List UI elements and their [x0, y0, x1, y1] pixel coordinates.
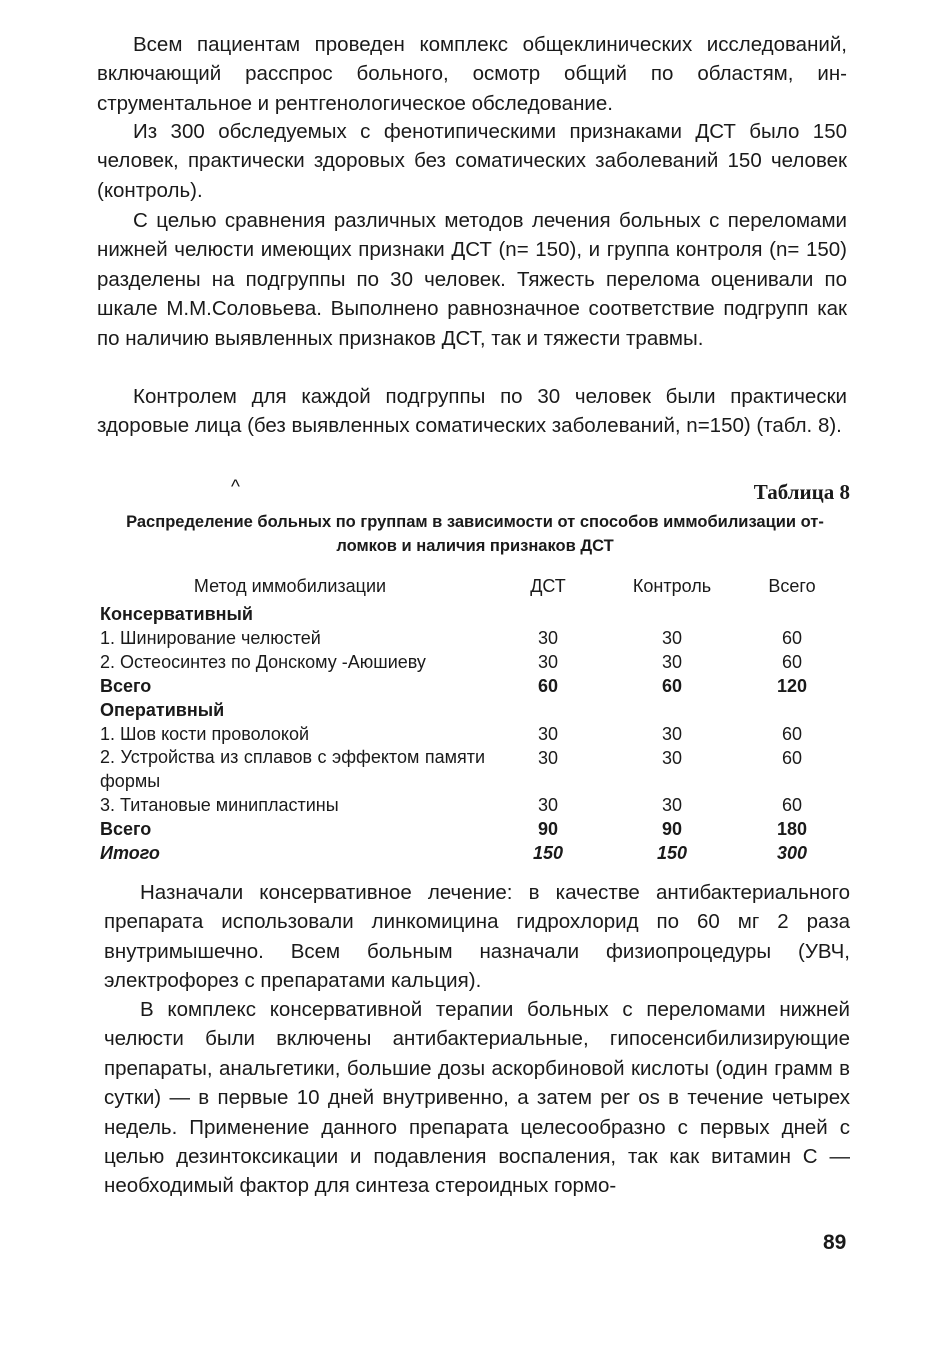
cell-total: 180 [776, 819, 808, 839]
table-number: Таблица 8 [753, 480, 850, 504]
row-label: Итого [100, 843, 160, 863]
table-caption: Распределение больных по группам в зависимости от способов иммобилизации отломков и наличия признаков ДСТ [126, 513, 824, 555]
table-row [100, 793, 840, 817]
cell-total: 60 [781, 652, 803, 672]
paragraph-3: С целью сравнения различных методов лечения больных с переломами нижней челюсти имеющих признаки ДСТ (n= 150), и группа контроля (n= 150) разделены на подгруппы по 30 человек. Тяжесть перелома оценивали по шкале М.М.Соловьева. Выполнено равнозначное соответствие подгрупп как по наличию выявленных признаков ДСТ, так и тяжести травмы. [97, 209, 847, 350]
paragraph-4: Контролем для каждой подгруппы по 30 человек были практически здоровые лица (без выявленных соматических заболеваний, n=150) (табл. 8). [97, 385, 847, 438]
row-label: Консервативный [100, 604, 253, 624]
table-row-group-operative [100, 698, 840, 722]
row-label: 3. Титановые минипластины [100, 795, 339, 815]
row-label: Оперативный [100, 700, 225, 720]
cell-control: 90 [661, 819, 683, 839]
cell-total: 60 [781, 628, 803, 648]
row-label: 1. Шинирование челюстей [100, 628, 321, 648]
table-row-subtotal [100, 674, 840, 698]
header-total: Всего [768, 576, 816, 596]
header-dst: ДСТ [530, 576, 566, 596]
table-row [100, 650, 840, 674]
cell-dst: 90 [537, 819, 559, 839]
cell-control: 30 [661, 724, 683, 744]
paragraph-6: В комплекс консервативной терапии больных с переломами нижней челюсти были включены антибактериальные, гипосенсибилизирующие препараты, анальгетики, большие дозы аскорбиновой кислоты (один грамм в сутки) — в первые 10 дней внутривенно, а затем per os в течение четырех недель. Применение данного препарата целесообразно с первых дней с целью дезинтоксикации и подавления воспаления, так как витамин С — необходимый фактор для синтеза стероидных гормо- [104, 998, 850, 1198]
cell-total: 120 [776, 676, 808, 696]
data-table [100, 576, 840, 865]
caret-mark: ^ [231, 477, 240, 498]
table-row-subtotal [100, 817, 840, 841]
cell-dst: 30 [537, 724, 559, 744]
cell-total: 60 [781, 748, 803, 768]
cell-control: 150 [656, 843, 688, 863]
cell-dst: 30 [537, 652, 559, 672]
paragraph-5: Назначали консервативное лечение: в качестве антибактериального препарата использовали линкомицина гидрохлорид по 60 мг 2 раза внутримышечно. Всем больным назначали физиопроцедуры (УВЧ, электрофорез с препаратами кальция). [104, 881, 850, 993]
row-label: Всего [100, 819, 152, 839]
row-label: 2. Устройства из сплавов с эффектом памяти формы [100, 747, 485, 791]
row-label: Всего [100, 676, 152, 696]
cell-total: 60 [781, 795, 803, 815]
cell-total: 300 [776, 843, 808, 863]
table-header-row [100, 576, 840, 602]
cell-control: 30 [661, 628, 683, 648]
cell-dst: 30 [537, 795, 559, 815]
header-method: Метод иммобилизации [193, 576, 387, 596]
page-number: 89 [823, 1231, 847, 1254]
cell-dst: 30 [537, 628, 559, 648]
cell-control: 30 [661, 795, 683, 815]
row-label: 2. Остеосинтез по Донскому -Аюшиеву [100, 652, 426, 672]
table-row-group-conservative [100, 602, 840, 626]
header-control: Контроль [632, 576, 712, 596]
cell-control: 60 [661, 676, 683, 696]
table-row [100, 746, 840, 793]
cell-control: 30 [661, 748, 683, 768]
table-row-grand-total [100, 841, 840, 865]
cell-dst: 60 [537, 676, 559, 696]
cell-dst: 150 [532, 843, 564, 863]
cell-control: 30 [661, 652, 683, 672]
row-label: 1. Шов кости проволокой [100, 724, 310, 744]
cell-total: 60 [781, 724, 803, 744]
table-row [100, 626, 840, 650]
paragraph-1: Всем пациентам проведен комплекс общеклинических исследований, включающий расспрос больного, осмотр общий по областям, инструментальное и рентгенологическое обследование. [97, 33, 847, 115]
cell-dst: 30 [537, 748, 559, 768]
table-row [100, 722, 840, 746]
paragraph-2: Из 300 обследуемых с фенотипическими признаками ДСТ было 150 человек, практически здоровых без соматических заболеваний 150 человек (контроль). [97, 120, 847, 202]
